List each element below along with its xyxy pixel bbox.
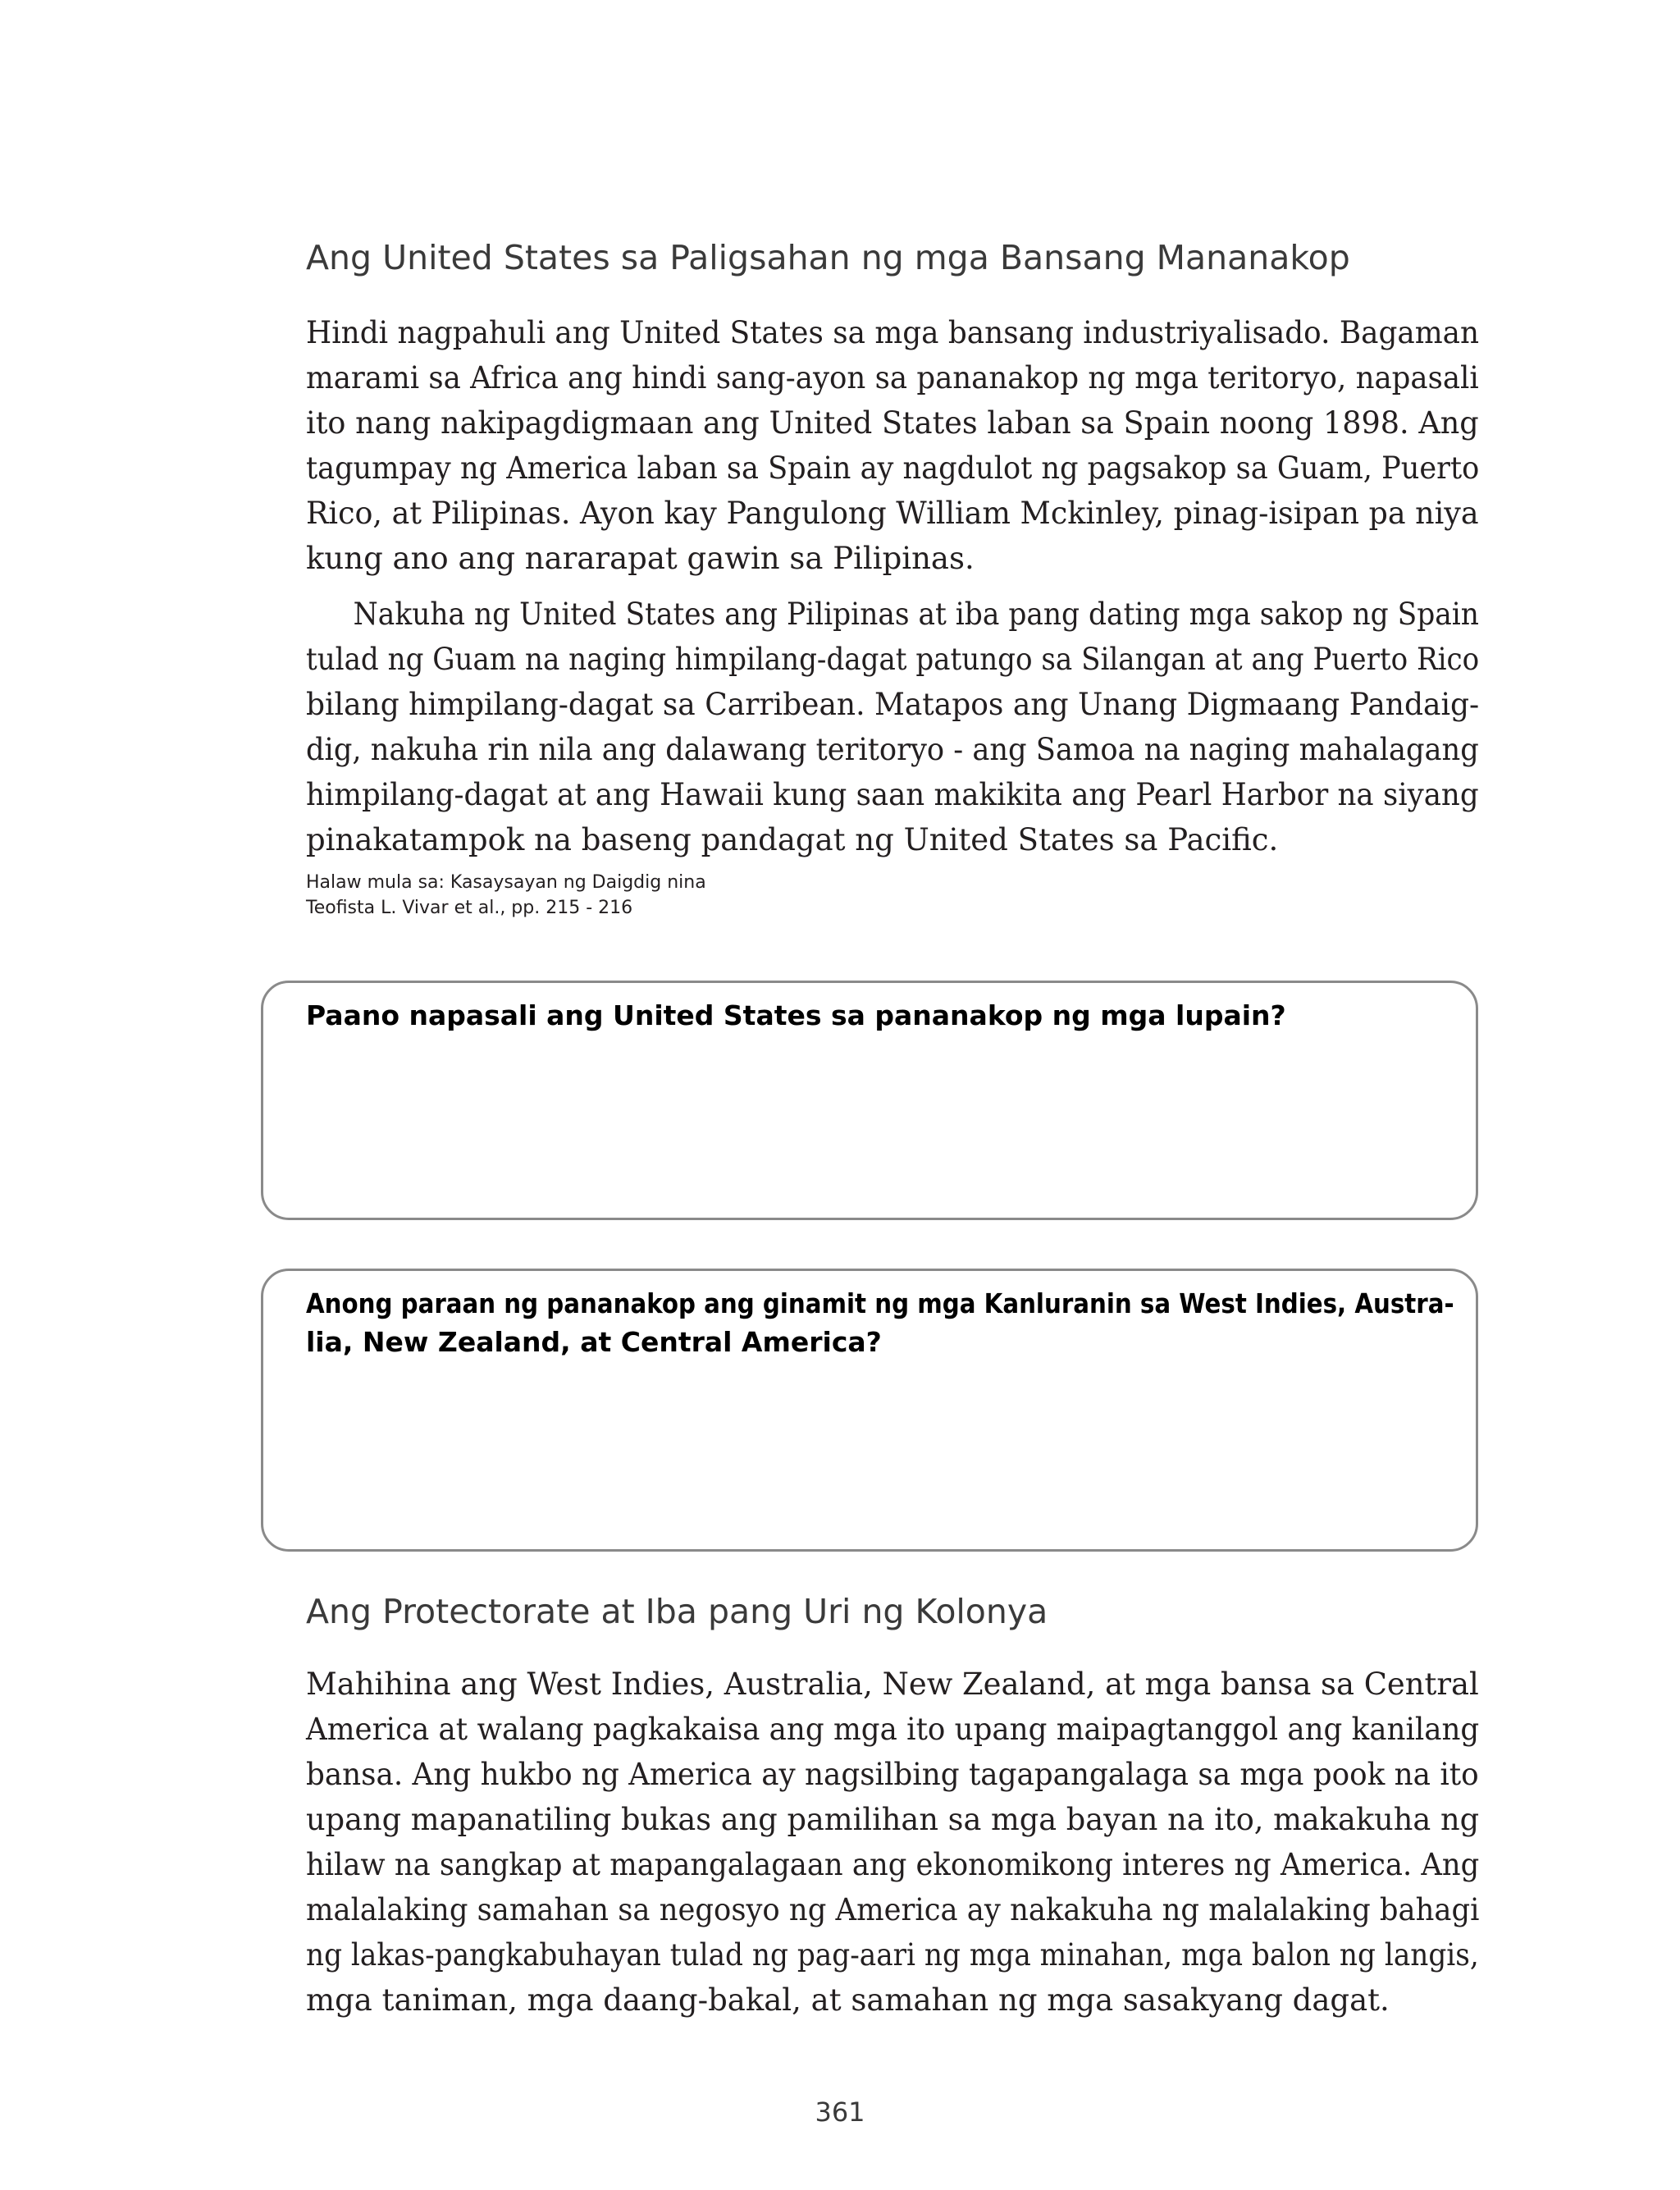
section-heading-protectorate: Ang Protectorate at Iba pang Uri ng Kolonya <box>306 1592 1048 1631</box>
text-line: Mahihina ang West Indies, Australia, New Zealand, at mga bansa sa Central <box>306 1667 1479 1702</box>
text-line: marami sa Africa ang hindi sang-ayon sa pananakop ng mga teritoryo, napasali <box>306 360 1479 395</box>
question-box-1 <box>261 981 1478 1220</box>
text-line: mga taniman, mga daang-bakal, at samahan ng mga sasakyang dagat. <box>306 1982 1390 2018</box>
question-box-2 <box>261 1269 1478 1552</box>
text-line: bilang himpilang-dagat sa Carribean. Matapos ang Unang Digmaang Pandaig- <box>306 687 1480 722</box>
text-line: upang mapanatiling bukas ang pamilihan sa mga bayan na ito, makakuha ng <box>306 1802 1480 1837</box>
text-line: dig, nakuha rin nila ang dalawang teritoryo - ang Samoa na naging mahalagang <box>306 732 1479 767</box>
page-number: 361 <box>815 2096 865 2128</box>
paragraph-protectorate <box>306 1662 1479 2023</box>
source-citation <box>306 870 706 921</box>
question-line: lia, New Zealand, at Central America? <box>306 1326 882 1358</box>
text-line: himpilang-dagat at ang Hawaii kung saan makikita ang Pearl Harbor na siyang <box>306 777 1479 812</box>
question-text <box>306 1284 1600 1361</box>
text-line: pinakatampok na baseng pandagat ng United States sa Pacific. <box>306 822 1279 857</box>
source-line: Teofista L. Vivar et al., pp. 215 - 216 <box>306 898 633 918</box>
text-line: kung ano ang nararapat gawin sa Pilipinas. <box>306 541 975 576</box>
question-text <box>306 996 1286 1035</box>
paragraph-united-states-intro <box>306 310 1479 581</box>
text-line: Hindi nagpahuli ang United States sa mga bansang industriyalisado. Bagaman <box>306 315 1480 350</box>
text-line: Nakuha ng United States ang Pilipinas at iba pang dating mga sakop ng Spain <box>353 597 1479 632</box>
source-line: Halaw mula sa: Kasaysayan ng Daigdig nina <box>306 872 706 893</box>
paragraph-united-states-territories <box>306 592 1479 862</box>
answer-area[interactable] <box>306 1369 1443 1529</box>
text-line: hilaw na sangkap at mapangalagaan ang ekonomikong interes ng America. Ang <box>306 1847 1480 1882</box>
text-line: bansa. Ang hukbo ng America ay nagsilbing tagapangalaga sa mga pook na ito <box>306 1757 1479 1792</box>
text-line: tulad ng Guam na naging himpilang-dagat patungo sa Silangan at ang Puerto Rico <box>306 642 1480 677</box>
text-line: America at walang pagkakaisa ang mga ito upang maipagtanggol ang kanilang <box>306 1712 1480 1747</box>
question-line: Paano napasali ang United States sa pananakop ng mga lupain? <box>306 999 1286 1031</box>
text-line: Rico, at Pilipinas. Ayon kay Pangulong William Mckinley, pinag-isipan pa niya <box>306 496 1479 531</box>
text-line: ito nang nakipagdigmaan ang United States laban sa Spain noong 1898. Ang <box>306 405 1479 441</box>
answer-area[interactable] <box>306 1057 1443 1198</box>
text-line: ng lakas-pangkabuhayan tulad ng pag-aari ng mga minahan, mga balon ng langis, <box>306 1937 1479 1973</box>
section-heading-united-states: Ang United States sa Paligsahan ng mga Bansang Mananakop <box>306 238 1350 277</box>
text-line: malalaking samahan sa negosyo ng America ay nakakuha ng malalaking bahagi <box>306 1892 1480 1927</box>
question-line: Anong paraan ng pananakop ang ginamit ng mga Kanluranin sa West Indies, Austra- <box>306 1287 1454 1319</box>
text-line: tagumpay ng America laban sa Spain ay nagdulot ng pagsakop sa Guam, Puerto <box>306 450 1480 486</box>
